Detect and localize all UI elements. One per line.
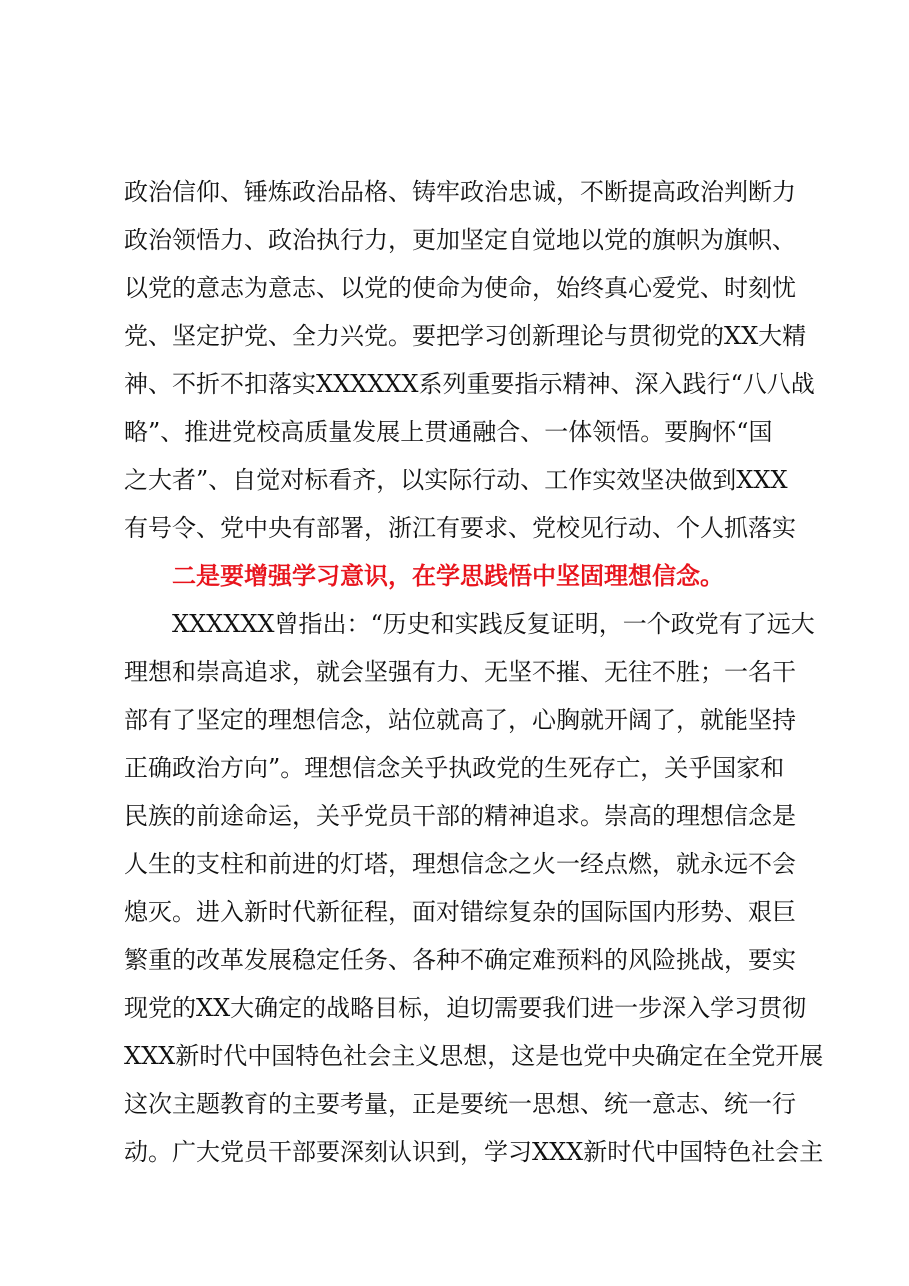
paragraph-2-line: 现党的XX大确定的战略目标，迫切需要我们进一步深入学习贯彻 — [124, 994, 807, 1022]
paragraph-2-line: 部有了坚定的理想信念，站位就高了，心胸就开阔了，就能坚持 — [124, 706, 796, 734]
section-heading: 二是要增强学习意识，在学思践悟中坚固理想信念。 — [172, 562, 724, 590]
paragraph-1-line: 党、坚定护党、全力兴党。要把学习创新理论与贯彻党的XX大精 — [124, 322, 807, 350]
paragraph-1-line: 政治信仰、锤炼政治品格、铸牢政治忠诚，不断提高政治判断力 — [124, 178, 796, 206]
paragraph-2-line: 熄灭。进入新时代新征程，面对错综复杂的国际国内形势、艰巨 — [124, 898, 796, 926]
paragraph-2-line: XXXXXX曾指出：“历史和实践反复证明，一个政党有了远大 — [172, 610, 815, 638]
paragraph-2-line: 动。广大党员干部要深刻认识到，学习XXX新时代中国特色社会主 — [124, 1138, 824, 1166]
paragraph-2-line: 正确政治方向”。理想信念关乎执政党的生死存亡，关乎国家和 — [124, 754, 785, 782]
paragraph-2-line: 繁重的改革发展稳定任务、各种不确定难预料的风险挑战，要实 — [124, 946, 796, 974]
paragraph-1-line: 之大者”、自觉对标看齐，以实际行动、工作实效坚决做到XXX — [124, 466, 788, 494]
paragraph-1-line: 政治领悟力、政治执行力，更加坚定自觉地以党的旗帜为旗帜、 — [124, 226, 796, 254]
paragraph-2-line: 这次主题教育的主要考量，正是要统一思想、统一意志、统一行 — [124, 1090, 796, 1118]
paragraph-2-line: 理想和崇高追求，就会坚强有力、无坚不摧、无往不胜；一名干 — [124, 658, 796, 686]
paragraph-2-line: 人生的支柱和前进的灯塔，理想信念之火一经点燃，就永远不会 — [124, 850, 796, 878]
paragraph-1-line: 神、不折不扣落实XXXXXX系列重要指示精神、深入践行“八八战 — [124, 370, 815, 398]
paragraph-1-line: 有号令、党中央有部署，浙江有要求、党校见行动、个人抓落实 — [124, 514, 796, 542]
paragraph-2-line: 民族的前途命运，关乎党员干部的精神追求。崇高的理想信念是 — [124, 802, 796, 830]
paragraph-1-line: 以党的意志为意志、以党的使命为使命，始终真心爱党、时刻忧 — [124, 274, 796, 302]
paragraph-1-line: 略”、推进党校高质量发展上贯通融合、一体领悟。要胸怀“国 — [124, 418, 773, 446]
paragraph-2-line: XXX新时代中国特色社会主义思想，这是也党中央确定在全党开展 — [124, 1042, 824, 1070]
